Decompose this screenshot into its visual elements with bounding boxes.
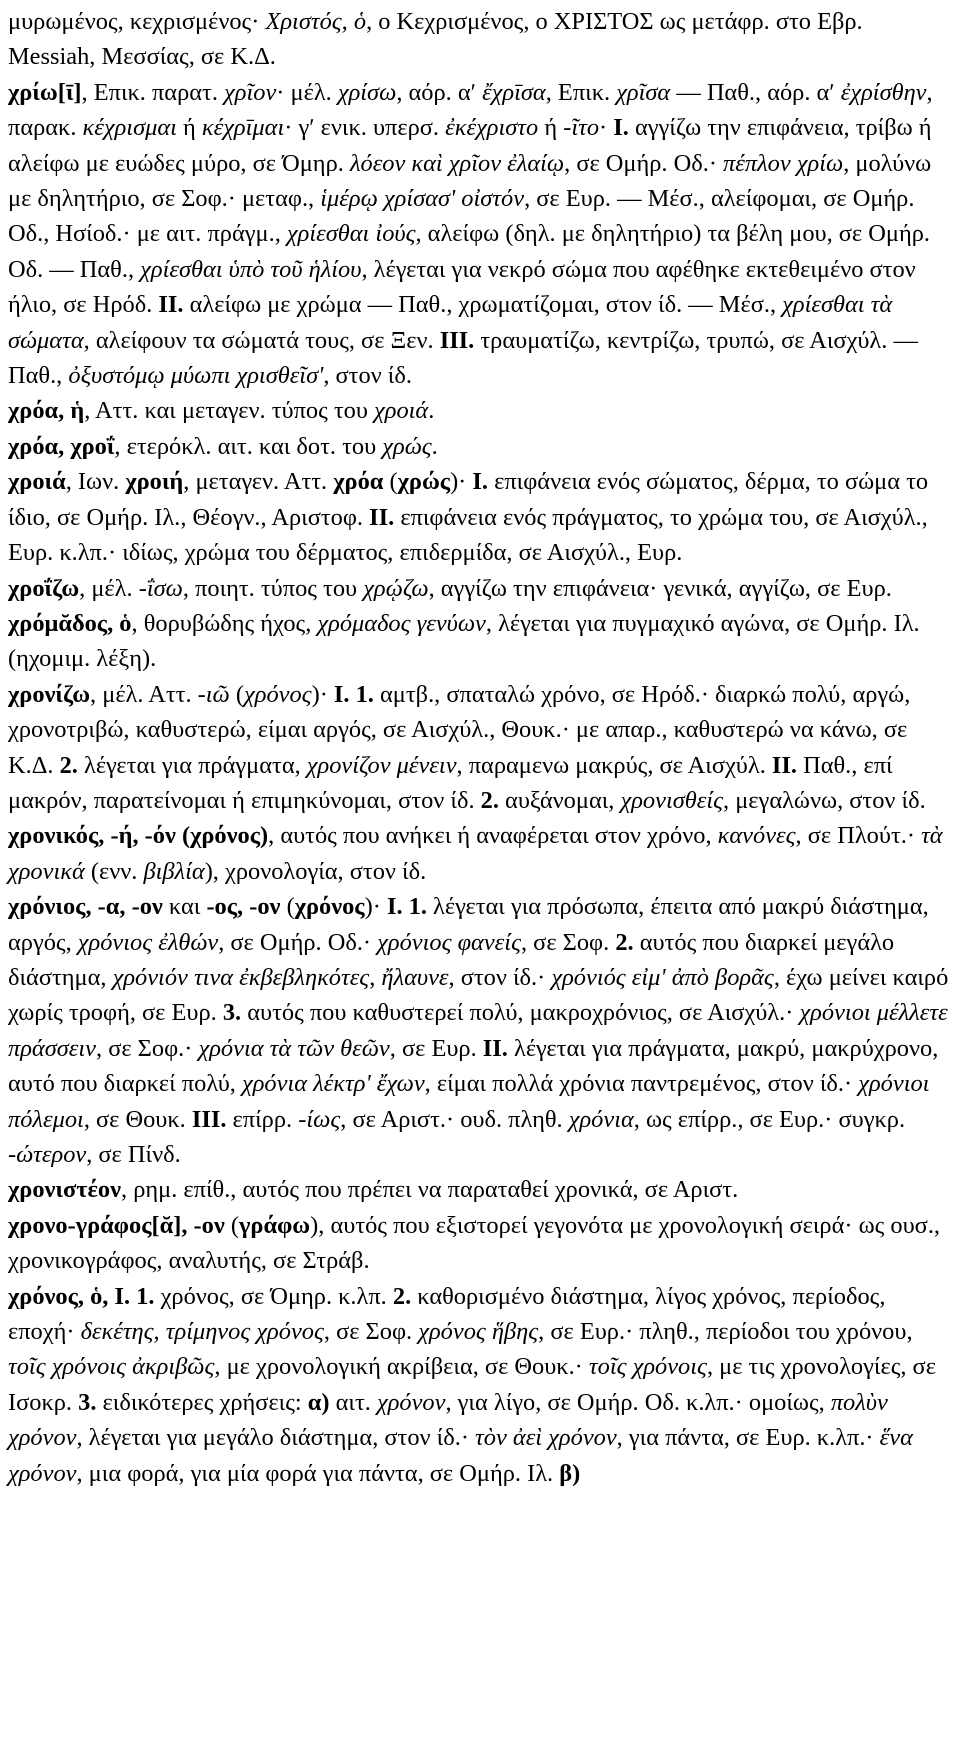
entry-italic-text: ἔχρῑσα (482, 78, 546, 106)
entry-text: , αγγίζω την επιφάνεια· γενικά, αγγίζω, σε Ευρ. (428, 574, 892, 602)
entry-bold-text: χρονικός, -ή, -όν (χρόνος) (8, 822, 269, 850)
entry-italic-text: -ιῶ (197, 680, 230, 708)
entry-text: , σε Θουκ. (83, 1105, 192, 1133)
entry-text: καθορισμένο διάστημα, λίγος χρόνος, περίοδος, εποχή· (8, 1282, 892, 1346)
entry-text: , σε Ευρ.· πληθ., περίοδοι του χρόνου, (538, 1318, 919, 1346)
entry-bold-text: χρόα (333, 468, 384, 496)
dictionary-entry (8, 393, 952, 428)
entry-text: , σε Ομήρ. Οδ.· (564, 149, 724, 177)
entry-bold-text: 2. (480, 786, 499, 814)
entry-italic-text: χρίεσθαι ἰούς (286, 220, 416, 248)
entry-text: . (428, 397, 435, 425)
entry-text: , σε Αριστ.· ουδ. πληθ. (340, 1105, 569, 1133)
dictionary-entry (8, 1279, 952, 1491)
entry-bold-text: I. (613, 114, 629, 142)
entry-text: ( (280, 893, 295, 921)
entry-bold-text: II. (369, 503, 395, 531)
entry-text: , μολύνω με δηλητήριο, σε Σοφ.· μεταφ., (8, 149, 938, 213)
entry-italic-text: χρονίζον μένειν (306, 751, 457, 779)
entry-text: · (599, 114, 614, 142)
entry-text: αιτ. (329, 1388, 377, 1416)
entry-italic-text: χρόνος (244, 680, 312, 708)
entry-text: αυξάνομαι, (498, 786, 621, 814)
entry-text: επιφάνεια ενός σώματος, δέρμα, το σώμα το ίδιο, σε Ομήρ. Ιλ., Θέογν., Αριστοφ. (8, 468, 935, 531)
entry-text: χρόνος, σε Όμηρ. κ.λπ. (154, 1282, 393, 1310)
entry-text: — Παθ., αόρ. αʹ (670, 78, 841, 106)
entry-text: , ετερόκλ. αιτ. και δοτ. του (114, 432, 383, 460)
entry-text: , Ιων. (65, 468, 126, 496)
entry-italic-text: χρόνια λέκτρ' ἔχων (242, 1070, 425, 1098)
entry-bold-text: χρώς (397, 468, 451, 496)
entry-text: επιφάνεια ενός πράγματος, το χρώμα του, σε Αισχύλ., Ευρ. κ.λπ.· ιδίως, χρώμα του δέρματος, επιδερμίδα, σε Αισχύλ., Ευρ. (8, 503, 934, 567)
entry-text: , αλείφουν τα σώματά τους, σε Ξεν. (83, 326, 440, 354)
entry-text: , σε Πίνδ. (86, 1141, 181, 1168)
entry-text: λέγεται για πράγματα, (77, 751, 307, 779)
dictionary-entry (8, 4, 952, 75)
dictionary-entry (8, 571, 952, 606)
entry-text: , για πάντα, σε Ευρ. κ.λπ.· (616, 1424, 880, 1452)
entry-bold-text: γράφω (239, 1211, 311, 1239)
entry-italic-text: τὸν ἀεὶ χρόνον (475, 1424, 617, 1452)
entry-text: , ποιητ. τύπος του (182, 574, 364, 602)
entry-italic-text: πέπλον χρίω (723, 149, 844, 177)
entry-italic-text: χροιά (374, 397, 429, 425)
entry-bold-text: II. (158, 291, 184, 319)
entry-bold-text: II. (771, 751, 797, 779)
entry-text: λέγεται για πράγματα, μακρύ, μακρύχρονο, αυτό που διαρκεί πολύ, (8, 1034, 945, 1098)
entry-text: , παραμενω μακρύς, σε Αισχύλ. (456, 751, 772, 779)
entry-text: , ρημ. επίθ., αυτός που πρέπει να παραταθεί χρονικά, σε Αριστ. (121, 1176, 739, 1204)
entry-text: , μεταγεν. Αττ. (183, 468, 334, 496)
entry-italic-text: -ίως (298, 1105, 341, 1133)
entry-text: , σε Ομήρ. Οδ.· (218, 928, 378, 956)
entry-italic-text: τοῖς χρόνοις ἀκριβῶς (8, 1353, 215, 1381)
entry-text: , σε Ευρ. (389, 1034, 483, 1062)
entry-text: , μεγαλώνω, στον ίδ. (723, 786, 926, 814)
entry-italic-text: χρίεσθαι ὑπὸ τοῦ ἡλίου (140, 255, 362, 283)
entry-text: ( (229, 680, 245, 708)
entry-italic-text: ἱμέρῳ χρίσασ' οἰστόν (320, 185, 525, 213)
entry-text: , σε Πλούτ.· (795, 822, 922, 850)
entry-bold-text: χρόνος (294, 893, 365, 921)
entry-text: , σε Σοφ. (323, 1318, 419, 1346)
entry-italic-text: ἤλαυνε (381, 963, 449, 991)
entry-text: Παθ., επί μακρόν, παρατείνομαι ή επιμηκύνομαι, στον ίδ. (8, 751, 899, 814)
entry-italic-text: χρόνιοι πόλεμοι (8, 1070, 936, 1133)
entry-text: , στον ίδ.· (448, 963, 552, 991)
entry-text: , αλείφω (δηλ. με δηλητήριο) τα βέλη μου, σε Ομήρ. Οδ. — Παθ., (8, 220, 937, 283)
entry-text: · γʹ ενικ. υπερσ. (284, 114, 446, 142)
entry-italic-text: χρόμαδος γενύων (317, 609, 486, 637)
entry-italic-text: χρονισθείς (620, 786, 724, 814)
entry-text: , ο Κεχρισμένος, ο ΧΡΙΣΤΟΣ ως μετάφρ. στο Εβρ. Messiah, Μεσσίας, σε Κ.Δ. (8, 8, 869, 71)
dictionary-entry (8, 818, 952, 889)
entry-text: , για λίγο, σε Ομήρ. Οδ. κ.λπ.· ομοίως, (445, 1388, 831, 1416)
entry-text: επίρρ. (226, 1105, 299, 1133)
entry-text: , μέλ. Αττ. (90, 680, 198, 708)
entry-text: αμτβ., σπαταλώ χρόνο, σε Ηρόδ.· διαρκώ πολύ, αργώ, χρονοτριβώ, καθυστερώ, είμαι αργός, σε Αισχύλ., Θουκ.· με απαρ., καθυστερώ να κάνω, σε Κ.Δ. (8, 680, 917, 779)
entry-text: λέγεται για πρόσωπα, έπειτα από μακρύ διάστημα, αργός, (8, 893, 935, 956)
entry-text: · μέλ. (276, 78, 338, 106)
entry-bold-text: χροΐζω (8, 574, 80, 602)
dictionary-entry (8, 75, 952, 394)
entry-bold-text: χροιά (8, 468, 66, 496)
entry-text: , λέγεται για μεγάλο διάστημα, στον ίδ.· (76, 1424, 476, 1452)
entry-text: ), αυτός που εξιστορεί γεγονότα με χρονολογική σειρά· ως ουσ., χρονικογράφος, αναλυτής, σε Στράβ. (8, 1211, 947, 1275)
dictionary-entry (8, 429, 952, 464)
entry-italic-text: ῖτο (571, 114, 600, 142)
entry-bold-text: -ος, -ον (206, 893, 281, 921)
entry-italic-text: χρόνιόν τινα ἐκβεβληκότες (112, 963, 370, 991)
entry-bold-text: χρονο-γράφος[ᾰ], -ον (8, 1211, 225, 1239)
dictionary-entry (8, 1172, 952, 1207)
entry-italic-text: ὀξυστόμῳ μύωπι χρισθεῖσ' (68, 362, 324, 390)
entry-text: , θορυβώδης ήχος, (131, 609, 318, 637)
entry-italic-text: ἐχρίσθην (840, 78, 927, 106)
entry-italic-text: χρόνια τὰ τῶν θεῶν (198, 1034, 390, 1062)
entry-text: ή - (538, 114, 572, 142)
entry-italic-text: χρώς (382, 432, 432, 460)
dictionary-entry (8, 889, 955, 1172)
entry-bold-text: χρόα, ἡ (8, 397, 85, 425)
entry-italic-text: χρόνιος ἐλθών (77, 928, 219, 956)
entry-italic-text: κέχρισμαι (82, 114, 177, 142)
entry-bold-text: III. (439, 326, 475, 354)
entry-text: )· (311, 680, 334, 708)
entry-text: , λέγεται για πυγμαχικό αγώνα, σε Ομήρ. Ιλ. (ηχομιμ. λέξη). (8, 609, 926, 673)
entry-italic-text: βιβλία (143, 857, 205, 885)
entry-text: και (162, 893, 207, 921)
entry-text: ειδικότερες χρήσεις: (96, 1388, 308, 1416)
entry-text: ), χρονολογία, στον ίδ. (204, 857, 427, 885)
entry-text: , μια φορά, για μία φορά για πάντα, σε Ομήρ. Ιλ. (76, 1459, 560, 1487)
entry-bold-text: χρίω[ῑ] (8, 78, 82, 106)
entry-bold-text: I. (472, 468, 488, 496)
entry-italic-text: λόεον καὶ χρῖον ἐλαίῳ (349, 149, 565, 177)
entry-text: , ως επίρρ., σε Ευρ.· συγκρ. (633, 1105, 912, 1133)
entry-bold-text: I. 1. (333, 680, 374, 708)
entry-text: , λέγεται για νεκρό σώμα που αφέθηκε εκτεθειμένο στον ήλιο, σε Ηρόδ. (8, 255, 922, 319)
entry-text: , Αττ. και μεταγεν. τύπος του (84, 397, 375, 425)
entry-italic-text: χρῖον (224, 78, 277, 106)
entry-text: ( (383, 468, 398, 496)
entry-italic-text: δεκέτης, τρίμηνος χρόνος (80, 1318, 324, 1346)
entry-bold-text: III. (191, 1105, 227, 1133)
entry-italic-text: χρίσω (337, 78, 397, 106)
entry-text: , (369, 963, 382, 991)
dictionary-entry (8, 1208, 952, 1279)
entry-italic-text: κέχρῑμαι (201, 114, 285, 142)
entry-text: )· (364, 893, 387, 921)
entry-text: , αυτός που ανήκει ή αναφέρεται στον χρόνο, (268, 822, 718, 850)
entry-bold-text: χρονιστέον (8, 1176, 121, 1204)
entry-bold-text: χρονίζω (8, 680, 91, 708)
entry-text: αγγίζω την επιφάνεια, τρίβω ή αλείφω με ευώδες μύρο, σε Όμηρ. (8, 114, 938, 177)
entry-text: αλείφω με χρώμα — Παθ., χρωματίζομαι, στον ίδ. — Μέσ., (183, 291, 783, 319)
entry-text: μυρωμένος, κεχρισμένος· (8, 8, 266, 35)
entry-text: (ενν. (84, 857, 144, 885)
entry-text: ( (224, 1211, 240, 1239)
entry-bold-text: I. 1. (386, 893, 427, 921)
entry-bold-text: χρόνιος, -α, -ον (8, 893, 163, 921)
entry-bold-text: β) (559, 1459, 581, 1487)
entry-text: . (431, 432, 438, 460)
entry-italic-text: χρῴζω (363, 574, 429, 602)
entry-italic-text: χρόνιος φανείς (377, 928, 521, 956)
dictionary-entry (8, 464, 952, 570)
entry-bold-text: χρόα, χροΐ (8, 432, 115, 460)
entry-italic-text: χρῖσα (616, 78, 671, 106)
entry-text: , με τις χρονολογίες, σε Ισοκρ. (8, 1353, 943, 1416)
entry-bold-text: α) (307, 1388, 330, 1416)
entry-italic-text: τὰ χρονικά (8, 822, 949, 885)
entry-bold-text: χρόνος, ὁ, I. 1. (8, 1282, 155, 1310)
entry-text: , είμαι πολλά χρόνια παντρεμένος, στον ίδ.· (424, 1070, 859, 1098)
entry-bold-text: χρόμᾰδος, ὁ (8, 609, 132, 637)
entry-text: τραυματίζω, κεντρίζω, τρυπώ, σε Αισχύλ. — Παθ., (8, 326, 924, 390)
entry-bold-text: 2. (392, 1282, 412, 1310)
entry-italic-text: κανόνες (717, 822, 796, 850)
entry-italic-text: χρόνια (568, 1105, 634, 1133)
entry-text: , Επικ. παρατ. (81, 78, 225, 106)
entry-text: , στον ίδ. (323, 362, 412, 390)
entry-bold-text: 3. (78, 1388, 97, 1416)
entry-text: , με χρονολογική ακρίβεια, σε Θουκ.· (214, 1353, 589, 1381)
entry-italic-text: ἐκέχριστο (445, 114, 539, 142)
entry-bold-text: 2. (615, 928, 634, 956)
entry-italic-text: -ώτερον (8, 1141, 87, 1168)
entry-italic-text: Χριστός, ὁ (265, 8, 367, 35)
entry-italic-text: τοῖς χρόνοις (588, 1353, 707, 1381)
entry-italic-text: χρόνος ἥβης (418, 1318, 539, 1346)
entry-italic-text: χρόνιοι μέλλετε πράσσειν (8, 999, 954, 1062)
entry-italic-text: ἕνα χρόνον (8, 1424, 920, 1487)
entry-bold-text: 2. (59, 751, 78, 779)
entry-italic-text: χρόνον (376, 1388, 446, 1416)
entry-text: αυτός που διαρκεί μεγάλο διάστημα, (8, 928, 901, 991)
dictionary-entry (8, 677, 952, 819)
entry-text: , σε Σοφ. (520, 928, 616, 956)
entry-text: , έχω μείνει καιρό χωρίς τροφή, σε Ευρ. (8, 963, 955, 1027)
entry-text: , σε Ευρ. — Μέσ., αλείφομαι, σε Ομήρ. Οδ., Ησίοδ.· με αιτ. πράγμ., (8, 185, 921, 248)
entry-text: , μέλ. (79, 574, 139, 602)
entry-italic-text: -ΐσω (138, 574, 183, 602)
entry-text: , σε Σοφ.· (96, 1034, 199, 1062)
entry-text: αυτός που καθυστερεί πολύ, μακροχρόνιος, σε Αισχύλ.· (241, 999, 800, 1027)
entry-text: , αόρ. αʹ (396, 78, 483, 106)
dictionary-entry (8, 606, 952, 677)
entry-text: , Επικ. (545, 78, 617, 106)
entry-bold-text: χροιή (125, 468, 184, 496)
entry-italic-text: χρίεσθαι τὰ σώματα (8, 291, 899, 354)
entry-italic-text: χρόνιός εἰμ' ἀπὸ βορᾶς (551, 963, 774, 991)
entry-italic-text: πολὺν χρόνον (8, 1388, 894, 1452)
entry-text: , παρακ. (8, 78, 939, 142)
entry-text: )· (450, 468, 473, 496)
entry-text: ή (176, 114, 202, 142)
entry-bold-text: 3. (222, 999, 242, 1027)
entry-bold-text: II. (482, 1034, 508, 1062)
